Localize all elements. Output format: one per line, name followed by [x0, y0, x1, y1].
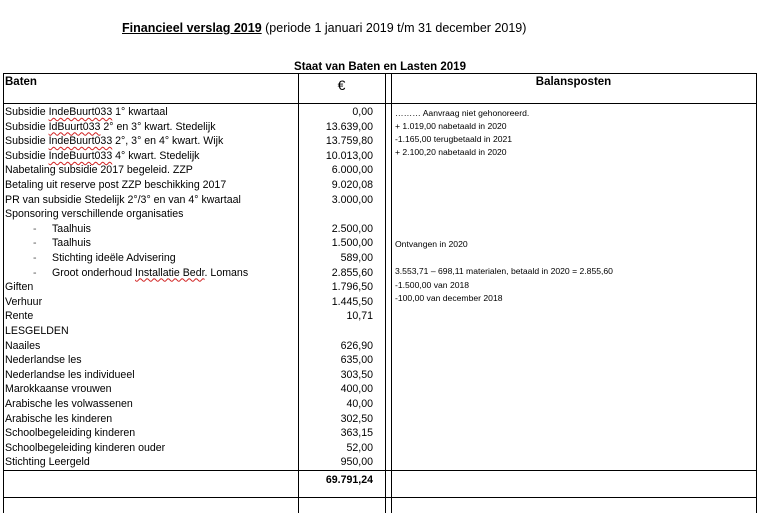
balans-note: -1.500,00 van 2018 — [395, 280, 470, 290]
report-title — [122, 21, 526, 35]
balans-note: 3.553,71 – 698,11 materialen, betaald in 2020 = 2.855,60 — [395, 266, 613, 276]
report-title-main: Financieel verslag 2019 — [122, 21, 262, 35]
table-border-left — [3, 73, 4, 513]
column-divider — [385, 73, 386, 513]
column-divider — [391, 73, 392, 513]
report-period: (periode 1 januari 2019 t/m 31 december 2019) — [261, 21, 527, 35]
balans-note: + 1.019,00 nabetaald in 2020 — [395, 121, 507, 131]
statement-subtitle: Staat van Baten en Lasten 2019 — [294, 61, 466, 73]
bottom-divider — [3, 497, 757, 498]
balans-note: Ontvangen in 2020 — [395, 239, 468, 249]
balans-note: + 2.100,20 nabetaald in 2020 — [395, 147, 507, 157]
baten-table: Baten € Balansposten Subsidie IndeBuurt033 1° kwartaal 0,00 Subsidie IdBuurt033 2° en 3° kwart. Stedelijk 13.639,00 Subsidie IndeBuurt033 2°, 3° en 4° kwart. Wijk 13.759,80 Subsidie IndeBuurt033 4° kwart. Stedelijk 10.013,00 Nabetaling subsidie 2017 begeleid. ZZP 6.000,00 Betaling uit reserve post ZZP beschikking 2017 9.020,08 PR van subsidie Stedelijk 2°/3° en van 4° kwartaal 3.000,00 Sponsoring verschillende organisaties - Taalhuis 2.500,00 - Taalhuis 1.500,00 - Stichting ideële Advisering 589,00 - Groot onderhoud Installatie Bedr. Lomans 2.855,60 Giften 1.796,50 Verhuur 1.445,50 Rente 10,71 LESGELDEN Naailes 626,90 Nederlandse les 635,00 Nederlandse les individueel 303,50 Marokkaanse vrouwen 400,00 Arabische les volwassenen 40,00 Arabische les kinderen 302,50 Schoolbegeleiding kinderen 363,15 Schoolbegeleiding kinderen ouder 52,00 Stichting Leergeld 950,00 69.791,24 ……… Aanvraag niet gehonoreerd. + 1.019,00 nabetaald in 2020 -1.165,00 terugbetaald in 2021 + 2.100,20 nabetaald in 2020 Ontvangen in 2020 3.553,71 – 698,11 materialen, betaald in 2020 = 2.855,60 -1.500,00 van 2018 -100,00 van december 2018 — [3, 73, 757, 513]
balans-note: -1.165,00 terugbetaald in 2021 — [395, 134, 513, 144]
header-baten: Baten — [5, 76, 37, 88]
total-value: 69.791,24 — [325, 474, 373, 486]
header-divider — [3, 103, 757, 104]
header-balansposten: Balansposten — [535, 76, 612, 88]
header-euro: € — [337, 77, 346, 93]
balans-note: ……… Aanvraag niet gehonoreerd. — [395, 108, 530, 118]
balans-note: -100,00 van december 2018 — [395, 293, 503, 303]
table-border-top — [3, 73, 757, 74]
table-border-right — [756, 73, 757, 513]
total-divider — [3, 470, 757, 471]
